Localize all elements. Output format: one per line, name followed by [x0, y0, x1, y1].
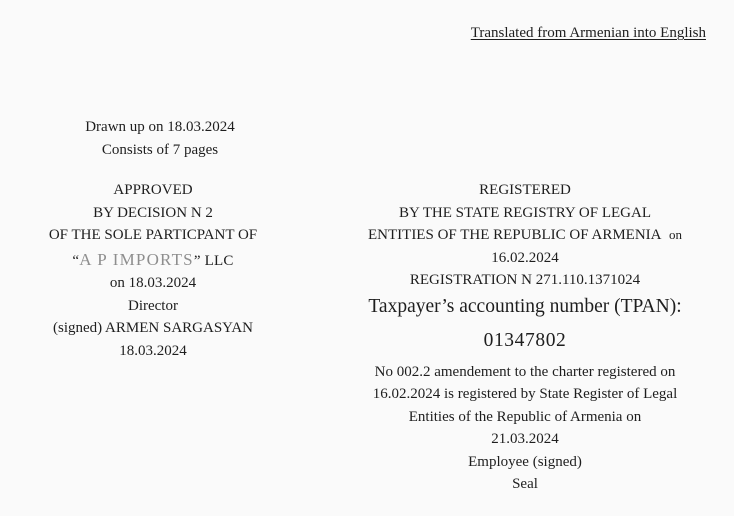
company-line: [0, 249, 306, 273]
registry-date: 16.02.2024: [491, 249, 559, 266]
tpan-value: 01347802: [483, 329, 567, 351]
registry-line-1: BY THE STATE REGISTRY OF LEGAL: [399, 204, 651, 221]
amendment-line-3: Entities of the Republic of Armenia on: [408, 408, 642, 425]
translation-note: Translated from Armenian into English: [470, 25, 706, 41]
approved-heading: APPROVED: [113, 182, 193, 198]
tpan-label: Taxpayer’s accounting number (TPAN):: [368, 295, 682, 317]
approval-block: [0, 179, 306, 362]
decision-number: BY DECISION N 2: [93, 204, 213, 221]
employee-signature: Employee (signed): [468, 453, 582, 470]
company-name: A P IMPORTS: [79, 249, 194, 269]
document-info: [40, 116, 280, 161]
registry-on: on: [668, 227, 682, 242]
company-suffix: ” LLC: [193, 252, 234, 269]
amendment-line-1: No 002.2 amendement to the charter registered on: [374, 363, 676, 380]
seal-note: Seal: [512, 476, 538, 492]
signature-date: 18.03.2024: [119, 342, 187, 359]
registry-line-2: [330, 224, 720, 247]
position-title: Director: [128, 297, 178, 314]
signatory-name: (signed) ARMEN SARGASYAN: [52, 320, 254, 336]
amendment-block: [330, 361, 720, 496]
approval-date: on 18.03.2024: [109, 275, 197, 291]
registration-block: [330, 179, 720, 496]
drawn-up-date: Drawn up on 18.03.2024: [85, 119, 235, 135]
registered-heading: REGISTERED: [479, 182, 571, 198]
registration-number: REGISTRATION N 271.110.1371024: [409, 272, 641, 288]
amendment-line-2: 16.02.2024 is registered by State Register of Legal: [372, 386, 678, 402]
page-count: Consists of 7 pages: [101, 141, 219, 158]
registry-line-2-text: ENTITIES OF THE REPUBLIC OF ARMENIA: [368, 227, 662, 243]
company-quote-open: “: [72, 252, 80, 269]
amendment-date: 21.03.2024: [491, 431, 559, 447]
sole-participant-line: OF THE SOLE PARTICPANT OF: [48, 227, 258, 243]
